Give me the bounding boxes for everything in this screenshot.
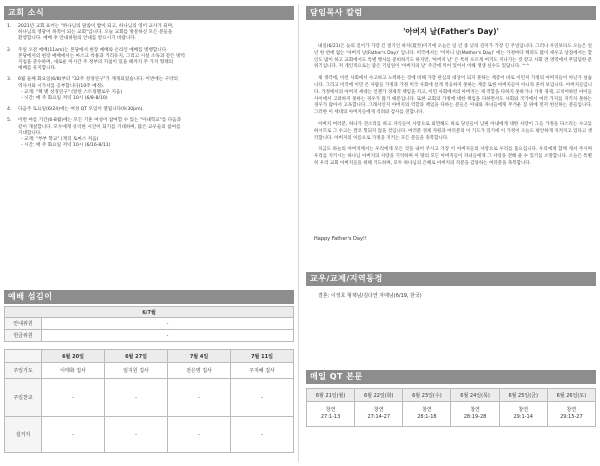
- usher-value: -: [42, 318, 294, 330]
- news-line: 환영합니다. 예배 후 안내위원의 안내를 받으시기 바랍니다.: [18, 36, 137, 42]
- qt-date: 6월 26일(토): [547, 389, 595, 402]
- cell: -: [168, 379, 231, 417]
- news-line: 지침을 준수하며, 새로운 미시간 주 정부의 지침이 있을 때까지 주 가지 형태의: [18, 60, 174, 66]
- qt-ref: 27:14-27: [367, 414, 391, 420]
- offering-label: 헌금위원: [5, 330, 42, 342]
- church-news-header-wrap: [4, 6, 294, 20]
- qt-book: 창연: [518, 407, 529, 413]
- news-line: 주일 오전 예배(11am)는 본당에서 현장 예배와 온라인 예배를 병행합니다.: [18, 47, 168, 53]
- news-line: 다음주 토요일(6/24)에는 여성 QT 모임이 열립니다(9:30pm).: [18, 107, 144, 113]
- column-body: [314, 44, 592, 173]
- servers-month: 6/7월: [5, 307, 294, 318]
- qt-passage: [547, 402, 595, 427]
- news-item: [4, 24, 290, 43]
- date-col: 7월 4일: [168, 350, 231, 363]
- date-col: 6월 20일: [42, 350, 105, 363]
- cell: -: [231, 417, 294, 453]
- qt-header-wrap: [306, 370, 596, 384]
- row-label: 설거지: [5, 417, 42, 453]
- news-item: [4, 107, 290, 113]
- qt-book: 창연: [325, 407, 336, 413]
- qt-passage: [499, 402, 547, 427]
- news-subline: - 시간: 매 주 화요일 저녁 10시 (6/8-8/10): [21, 96, 108, 102]
- pastor-column-header: 담임목사 칼럼: [306, 6, 596, 20]
- news-line: 기대합니다.: [18, 130, 42, 136]
- qt-date: 6월 23일(수): [403, 389, 451, 402]
- qt-book: 창연: [373, 407, 384, 413]
- cell: 이태화 집사: [42, 363, 105, 379]
- news-item: [4, 48, 290, 73]
- qt-ref: 28:19-28: [463, 414, 487, 420]
- qt-ref: 29:15-27: [560, 414, 583, 420]
- cell: 전은영 집사: [168, 363, 231, 379]
- events-header-wrap: [306, 272, 596, 286]
- news-subline: - 시간: 매 주 화요일 저녁 10시 (6/16-8/11): [21, 143, 111, 149]
- qt-date: 6월 25일(금): [499, 389, 547, 402]
- row-label: 주일기도: [5, 363, 42, 379]
- news-item: [4, 118, 290, 149]
- qt-passage: [403, 402, 451, 427]
- column-paragraph: 아버지 여러분, 하나가 전소리를 하고 자식들이 사랑으로 외면해도 바로 당신들이 남편 아내에게 대한 사랑이 그들 가정을 다스리는 수고를 하시므로 그 수고는 결코 헛되지 않을 것입니다. 여러분 경제 자원과 여러분의 이 기도가 있기에 이 가정이 오늘도 평안하게 지켜지고 있다고 생각합니다. 아버지의 이름으로 가정을 지키는 모든 분들을 축복합니다.: [314, 121, 592, 141]
- news-subline: - 교재: "책 별 성경연구" (알란 스트링펠로우 지음): [21, 89, 123, 95]
- qt-passage: [307, 402, 355, 427]
- church-news-header: 교회 소식: [4, 6, 294, 20]
- news-number: 3.: [7, 77, 12, 83]
- column-sign: Happy Father's Day!!: [314, 236, 367, 242]
- date-col: 6월 27일: [105, 350, 168, 363]
- qt-ref: 28:1-18: [417, 414, 437, 420]
- qt-header: 매일 QT 본문: [306, 370, 596, 384]
- pastor-column-header-wrap: [306, 6, 596, 20]
- column-paragraph: 지금도 하늘의 아버지께서는 우리에게 모든 것을 내어 주시고 가장 이 아버지들의 사랑으로 우리를 품으십니다. 우리에게 함께 계셔 주시며 우리를 지키시는 하나님 아버지의 사랑을 기억하며 이 땅의 모든 아버지들이 자녀들에게 그 사랑을 전해 줄 수 있기를 소망합니다. 오늘은 특별히 우리 교회 아버지들을 위해 기도하며, 모두 하나님의 은혜로 아버지의 직분을 감당하는 여러분을 축복합니다.: [314, 147, 592, 166]
- cell: -: [105, 417, 168, 453]
- news-line: 이번 여름 기간(6-8월)에는 모든 기혼 여성이 참여할 수 있는 "아내학교"를 다음과: [18, 118, 182, 124]
- news-subline: - 교재: "부부 학교" (게리 토마스 저음): [21, 137, 99, 143]
- qt-passage: [355, 402, 403, 427]
- usher-label: 안내위원: [5, 318, 42, 330]
- news-line: 예배를 유지합니다.: [18, 66, 57, 72]
- cell: -: [231, 379, 294, 417]
- news-number: 5.: [7, 118, 12, 124]
- news-line: 본당에서의 현장 예배에서는 마스크 착용과 거리유지, 그리고 시설 소독과 같은 방역: [18, 53, 185, 59]
- qt-book: 창연: [422, 407, 432, 413]
- news-line: 하나님의 영광이 목적이 되는 교회"입니다. 오늘 교회를 방문하신 모든 분들을: [18, 30, 173, 36]
- cell: 임지원 집사: [105, 363, 168, 379]
- column-paragraph: 내일(6/21)은 늦의 길이가 가장 긴 절기인 하지(夏至)이기에 오늘은 일 년 중 낮의 길이가 가장 긴 주일입니다. 그러나 우연보다도 오늘은 일 년 한 번에 없는 '아버지 날(Father's Day)' 입니다. 미국에서는 '어머니 날(Mother's Day)' 에는 가정마다 케퍼도 많이 세우고 상점에서는 할인도 많이 하고 교회에서도 특별 행사를 준비하기도 하지만, '아버지 날' 은 특히 포르게 여겨도 지나가는 것 같고 사회 전 영역에서 무덤덤한 분위기입니다. 저 개인적으로는 좋은 기념일이 '아버지의 날' 주간에 끼어 있어서 이해 생생 실수도 있답니다. ^^: [314, 44, 592, 70]
- qt-table: [306, 388, 596, 427]
- qt-book: 창연: [470, 407, 480, 413]
- cell: -: [42, 379, 105, 417]
- servers-table: [4, 306, 294, 453]
- column-title: '아버지 날(Father's Day)': [403, 27, 499, 36]
- cell: 주지혜 집사: [231, 363, 294, 379]
- qt-ref: 29:1-14: [513, 414, 533, 420]
- servers-header-wrap: [4, 290, 294, 304]
- news-line: 같이 개설합니다. 모두에게 유익한 시간이 되기를 기대하며, 많은 교우들의 참여를: [18, 124, 181, 130]
- column-paragraph: 제 생각에, 이런 사회에서 수고하고 노력하는 것에 비해 가장 관심의 대상이 되지 못하는 계층이 바로 이런저 가정의 아버지들이 아닌가 싶습니다. 그리고 미국에 이민 온 사람들 가정과 가정 미국 사회에 살게 적응하지 못하는 계층 또한 아버지들이 아니라 흔히 보입니다. 아버지들입니다. 가정에서의 아버지 세대는 언젠가 경제적 책임을 지고, 이민 사회에서의 아버지는 제 역할을 다하지 못하거나 가정 경제, 고치어하던 아이들 사이에서 고려하지 못하는 경우가 많기 때문입니다. 또한 교회의 가정에 대한 책임을 다하면서도 사회와 국가에서 여러 가지를 지키지 못하는 경우가 많아서 고독합니다. 그래서인지 아버지의 역할과 책임을 다하는 분들은 아내와 자녀들에게 무거운 짐 위에 먼저 헌신하는 분들입니다. 그러한 이 세대의 아버지들에게 격려와 감사를 전합니다.: [314, 76, 592, 116]
- news-line: 6월 둘째 화요일(6/8)부터 "32주 성경연구"가 재개되었습니다. 이번에는 구약의: [18, 77, 178, 83]
- church-news-list: [4, 24, 290, 154]
- date-corner: [5, 350, 42, 363]
- qt-book: 창연: [566, 407, 577, 413]
- events-header: 교우/교제/지역동정: [306, 272, 596, 286]
- cell: -: [168, 417, 231, 453]
- qt-date: 6월 21일(월): [307, 389, 355, 402]
- news-number: 4.: [7, 107, 12, 113]
- servers-header: 예배 섬김이: [4, 290, 294, 304]
- offering-value: -: [42, 330, 294, 342]
- qt-date: 6월 22일(화): [355, 389, 403, 402]
- date-col: 7월 11일: [231, 350, 294, 363]
- column-divider: [298, 4, 299, 462]
- cell: -: [42, 417, 105, 453]
- qt-ref: 27:1-13: [320, 414, 341, 420]
- events-text: 결혼: 이정호 형제님/김다연 자매님(6/19, 한국): [318, 293, 422, 299]
- qt-date: 6월 24일(목): [451, 389, 499, 402]
- cell: -: [105, 379, 168, 417]
- news-line: 역사서와 시가서를 공부합니다(10주 예정).: [18, 83, 105, 89]
- news-line: 2021년 교회 표어는 "하나님의 말씀이 밥이 되고, 하나님의 영이 교사가 되며,: [18, 24, 174, 29]
- news-number: 2.: [7, 47, 12, 53]
- row-label: 주일찬교: [5, 379, 42, 417]
- qt-passage: [451, 402, 499, 427]
- news-number: 1.: [7, 24, 12, 29]
- news-item: [4, 77, 290, 102]
